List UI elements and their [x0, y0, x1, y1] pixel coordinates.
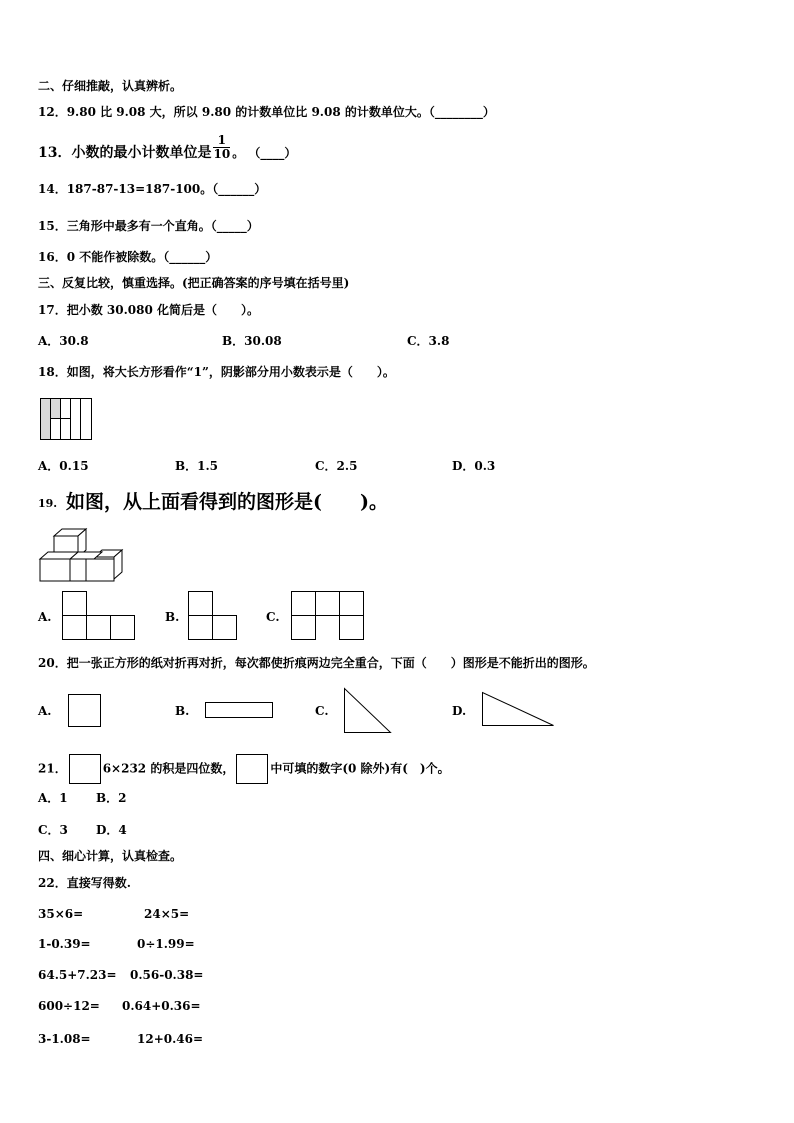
q20-right-triangle [482, 692, 556, 728]
calc-item: 600÷12= [38, 999, 100, 1013]
question-12: 12．9.80 比 9.08 大，所以 9.80 的计数单位比 9.08 的计数单位大。（________） [38, 105, 495, 119]
calc-item: 24×5= [144, 907, 190, 921]
section-heading-3: 三、反复比较，慎重选择。(把正确答案的序号填在括号里) [38, 276, 350, 290]
q20-label-b: B. [175, 704, 190, 718]
q21-option-a: A．1 [38, 791, 68, 805]
q18-option-d: D．0.3 [452, 459, 496, 473]
question-21-number: 21． [38, 761, 67, 776]
q19-cubes-figure [38, 528, 128, 584]
question-21-tail: 中可填的数字(0 除外)有( )个。 [270, 761, 450, 776]
q18-rectangle-figure [40, 398, 92, 440]
calc-item: 64.5+7.23= [38, 968, 117, 982]
question-14: 14．187-87-13=187-100。（______） [38, 182, 267, 196]
question-18: 18．如图，将大长方形看作“1”，阴影部分用小数表示是（ ）。 [38, 365, 395, 379]
q20-label-c: C. [315, 704, 329, 718]
digit-blank-box [69, 754, 101, 784]
q19-label-c: C. [266, 610, 280, 624]
calc-item: 0.64+0.36= [122, 999, 201, 1013]
question-13-text: 13．小数的最小计数单位是 [38, 145, 212, 161]
q19-option-c-grid [291, 591, 367, 641]
q20-square-shape [68, 694, 102, 728]
question-13-answer: 。 （____） [232, 146, 297, 160]
calc-item: 0÷1.99= [137, 937, 195, 951]
question-15: 15．三角形中最多有一个直角。（_____） [38, 219, 259, 233]
question-13 [38, 133, 297, 167]
q17-option-a: A．30.8 [38, 334, 89, 348]
calc-item: 35×6= [38, 907, 84, 921]
question-21-mid: 6×232 的积是四位数， [102, 761, 235, 776]
q19-label-a: A. [38, 610, 52, 624]
q19-option-a-grid [62, 591, 138, 641]
q17-option-b: B．30.08 [222, 334, 282, 348]
q19-option-b-grid [188, 591, 240, 641]
q21-option-d: D．4 [96, 823, 127, 837]
q18-option-a: A．0.15 [38, 459, 89, 473]
q20-rectangle-shape [205, 702, 275, 720]
section-heading-2: 二、仔细推敲，认真辨析。 [38, 79, 183, 93]
calc-item: 12+0.46= [137, 1032, 204, 1046]
fraction-denominator: 10 [213, 147, 231, 161]
q20-right-isosceles-triangle [344, 688, 394, 734]
question-17: 17．把小数 30.080 化简后是（ ）。 [38, 303, 259, 317]
calc-item: 3-1.08= [38, 1032, 91, 1046]
question-19-text: 如图，从上面看得到的图形是( )。 [66, 491, 388, 513]
q18-option-c: C．2.5 [315, 459, 358, 473]
calc-item: 1-0.39= [38, 937, 91, 951]
question-22: 22．直接写得数. [38, 876, 131, 890]
q19-label-b: B. [165, 610, 180, 624]
fraction [213, 134, 230, 161]
question-20: 20．把一张正方形的纸对折再对折，每次都使折痕两边完全重合，下面（ ）图形是不能折出的图形。 [38, 656, 595, 670]
question-16: 16．0 不能作被除数。（______） [38, 250, 218, 264]
q21-option-c: C．3 [38, 823, 68, 837]
q20-label-d: D. [452, 704, 467, 718]
q17-option-c: C．3.8 [407, 334, 450, 348]
q18-option-b: B．1.5 [175, 459, 219, 473]
fraction-numerator: 1 [213, 134, 230, 148]
question-19-number: 19. [38, 497, 58, 510]
digit-blank-box [236, 754, 268, 784]
question-21 [38, 754, 450, 784]
calc-item: 0.56-0.38= [130, 968, 204, 982]
section-heading-4: 四、细心计算，认真检查。 [38, 849, 183, 863]
q20-label-a: A. [38, 704, 52, 718]
q21-option-b: B．2 [96, 791, 127, 805]
